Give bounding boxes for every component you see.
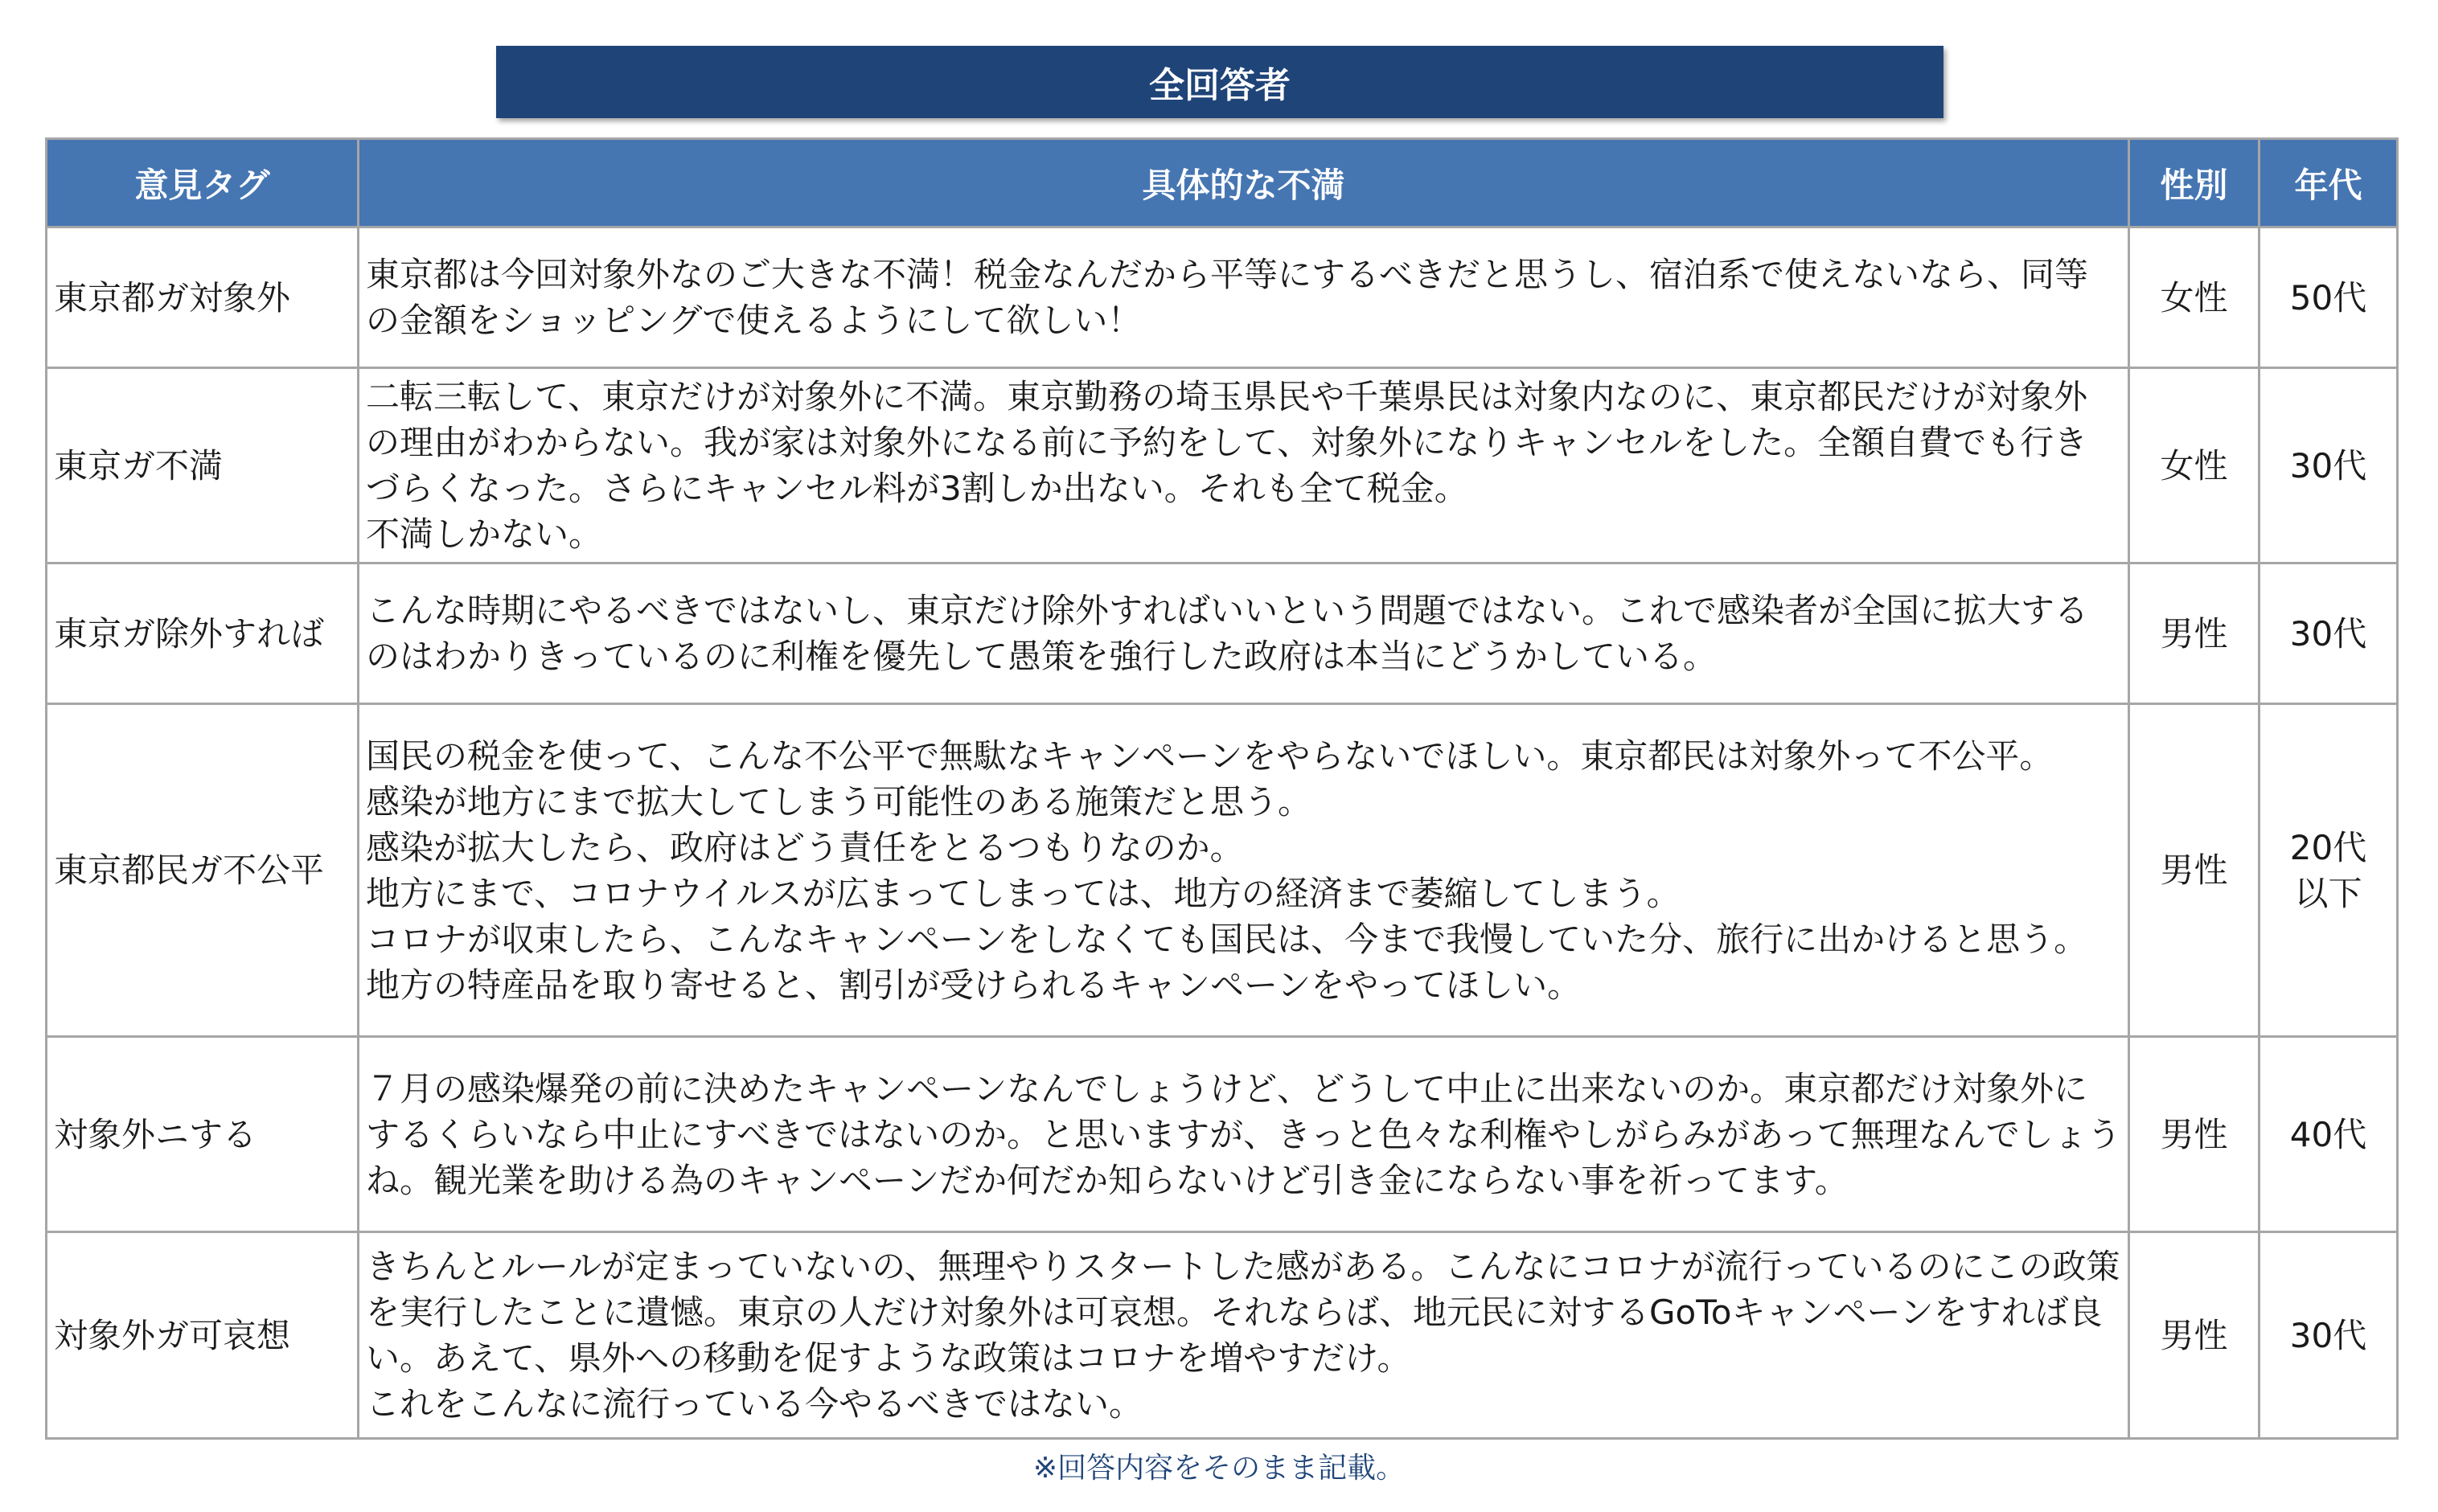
opinion-tag-cell: 対象外ガ可哀想 [47,1232,359,1439]
table-row [47,704,2398,1037]
table-row [47,227,2398,368]
opinion-tag-cell: 東京ガ除外すれば [47,563,359,704]
gender-cell: 男性 [2129,1037,2259,1232]
table-row [47,1037,2398,1232]
age-cell: 20代 以下 [2259,704,2398,1037]
complaint-cell: きちんとルールが定まっていないの、無理やりスタートした感がある。こんなにコロナが流行っているのにこの政策を実行したことに遺憾。東京の人だけ対象外は可哀想。それならば、地元民に対するGoToキャンペーンをすれば良い。あえて、県外への移動を促すような政策はコロナを増やすだけ。 これをこんなに流行っている今やるべきではない。 [359,1232,2129,1439]
column-header-opinion-tag: 意見タグ [47,139,359,227]
opinion-tag-cell: 東京都民ガ不公平 [47,704,359,1037]
column-header-gender: 性別 [2129,139,2259,227]
gender-cell: 男性 [2129,704,2259,1037]
opinion-tag-cell: 東京都ガ対象外 [47,227,359,368]
age-cell: 30代 [2259,563,2398,704]
age-cell: 30代 [2259,1232,2398,1439]
gender-cell: 男性 [2129,563,2259,704]
opinion-tag-cell: 対象外ニする [47,1037,359,1232]
page-title: 全回答者 [496,46,1943,118]
column-header-age: 年代 [2259,139,2398,227]
complaint-cell: こんな時期にやるべきではないし、東京だけ除外すればいいという問題ではない。これで感染者が全国に拡大するのはわかりきっているのに利権を優先して愚策を強行した政府は本当にどうかしている。 [359,563,2129,704]
gender-cell: 男性 [2129,1232,2259,1439]
complaint-cell: 国民の税金を使って、こんな不公平で無駄なキャンペーンをやらないでほしい。東京都民は対象外って不公平。 感染が地方にまで拡大してしまう可能性のある施策だと思う。 感染が拡大したら、政府はどう責任をとるつもりなのか。 地方にまで、コロナウイルスが広まってしまっては、地方の経済まで萎縮してしまう。 コロナが収束したら、こんなキャンペーンをしなくても国民は、今まで我慢していた分、旅行に出かけると思う。地方の特産品を取り寄せると、割引が受けられるキャンペーンをやってほしい。 [359,704,2129,1037]
footnote: ※回答内容をそのまま記載。 [1032,1452,1406,1485]
table-row [47,368,2398,563]
gender-cell: 女性 [2129,368,2259,563]
table-row [47,1232,2398,1439]
age-cell: 30代 [2259,368,2398,563]
table-header-row [47,139,2398,227]
column-header-complaint: 具体的な不満 [359,139,2129,227]
complaint-cell: ７月の感染爆発の前に決めたキャンペーンなんでしょうけど、どうして中止に出来ないのか。東京都だけ対象外にするくらいなら中止にすべきではないのか。と思いますが、きっと色々な利権やしがらみがあって無理なんでしょうね。観光業を助ける為のキャンペーンだか何だか知らないけど引き金にならない事を祈ってます。 [359,1037,2129,1232]
complaint-cell: 二転三転して、東京だけが対象外に不満。東京勤務の埼玉県民や千葉県民は対象内なのに、東京都民だけが対象外の理由がわからない。我が家は対象外になる前に予約をして、対象外になりキャンセルをした。全額自費でも行きづらくなった。さらにキャンセル料が3割しか出ない。それも全て税金。 不満しかない。 [359,368,2129,563]
survey-table [45,137,2399,1440]
complaint-cell: 東京都は今回対象外なのご大きな不満！税金なんだから平等にするべきだと思うし、宿泊系で使えないなら、同等の金額をショッピングで使えるようにして欲しい！ [359,227,2129,368]
gender-cell: 女性 [2129,227,2259,368]
age-cell: 40代 [2259,1037,2398,1232]
table-row [47,563,2398,704]
age-cell: 50代 [2259,227,2398,368]
opinion-tag-cell: 東京ガ不満 [47,368,359,563]
